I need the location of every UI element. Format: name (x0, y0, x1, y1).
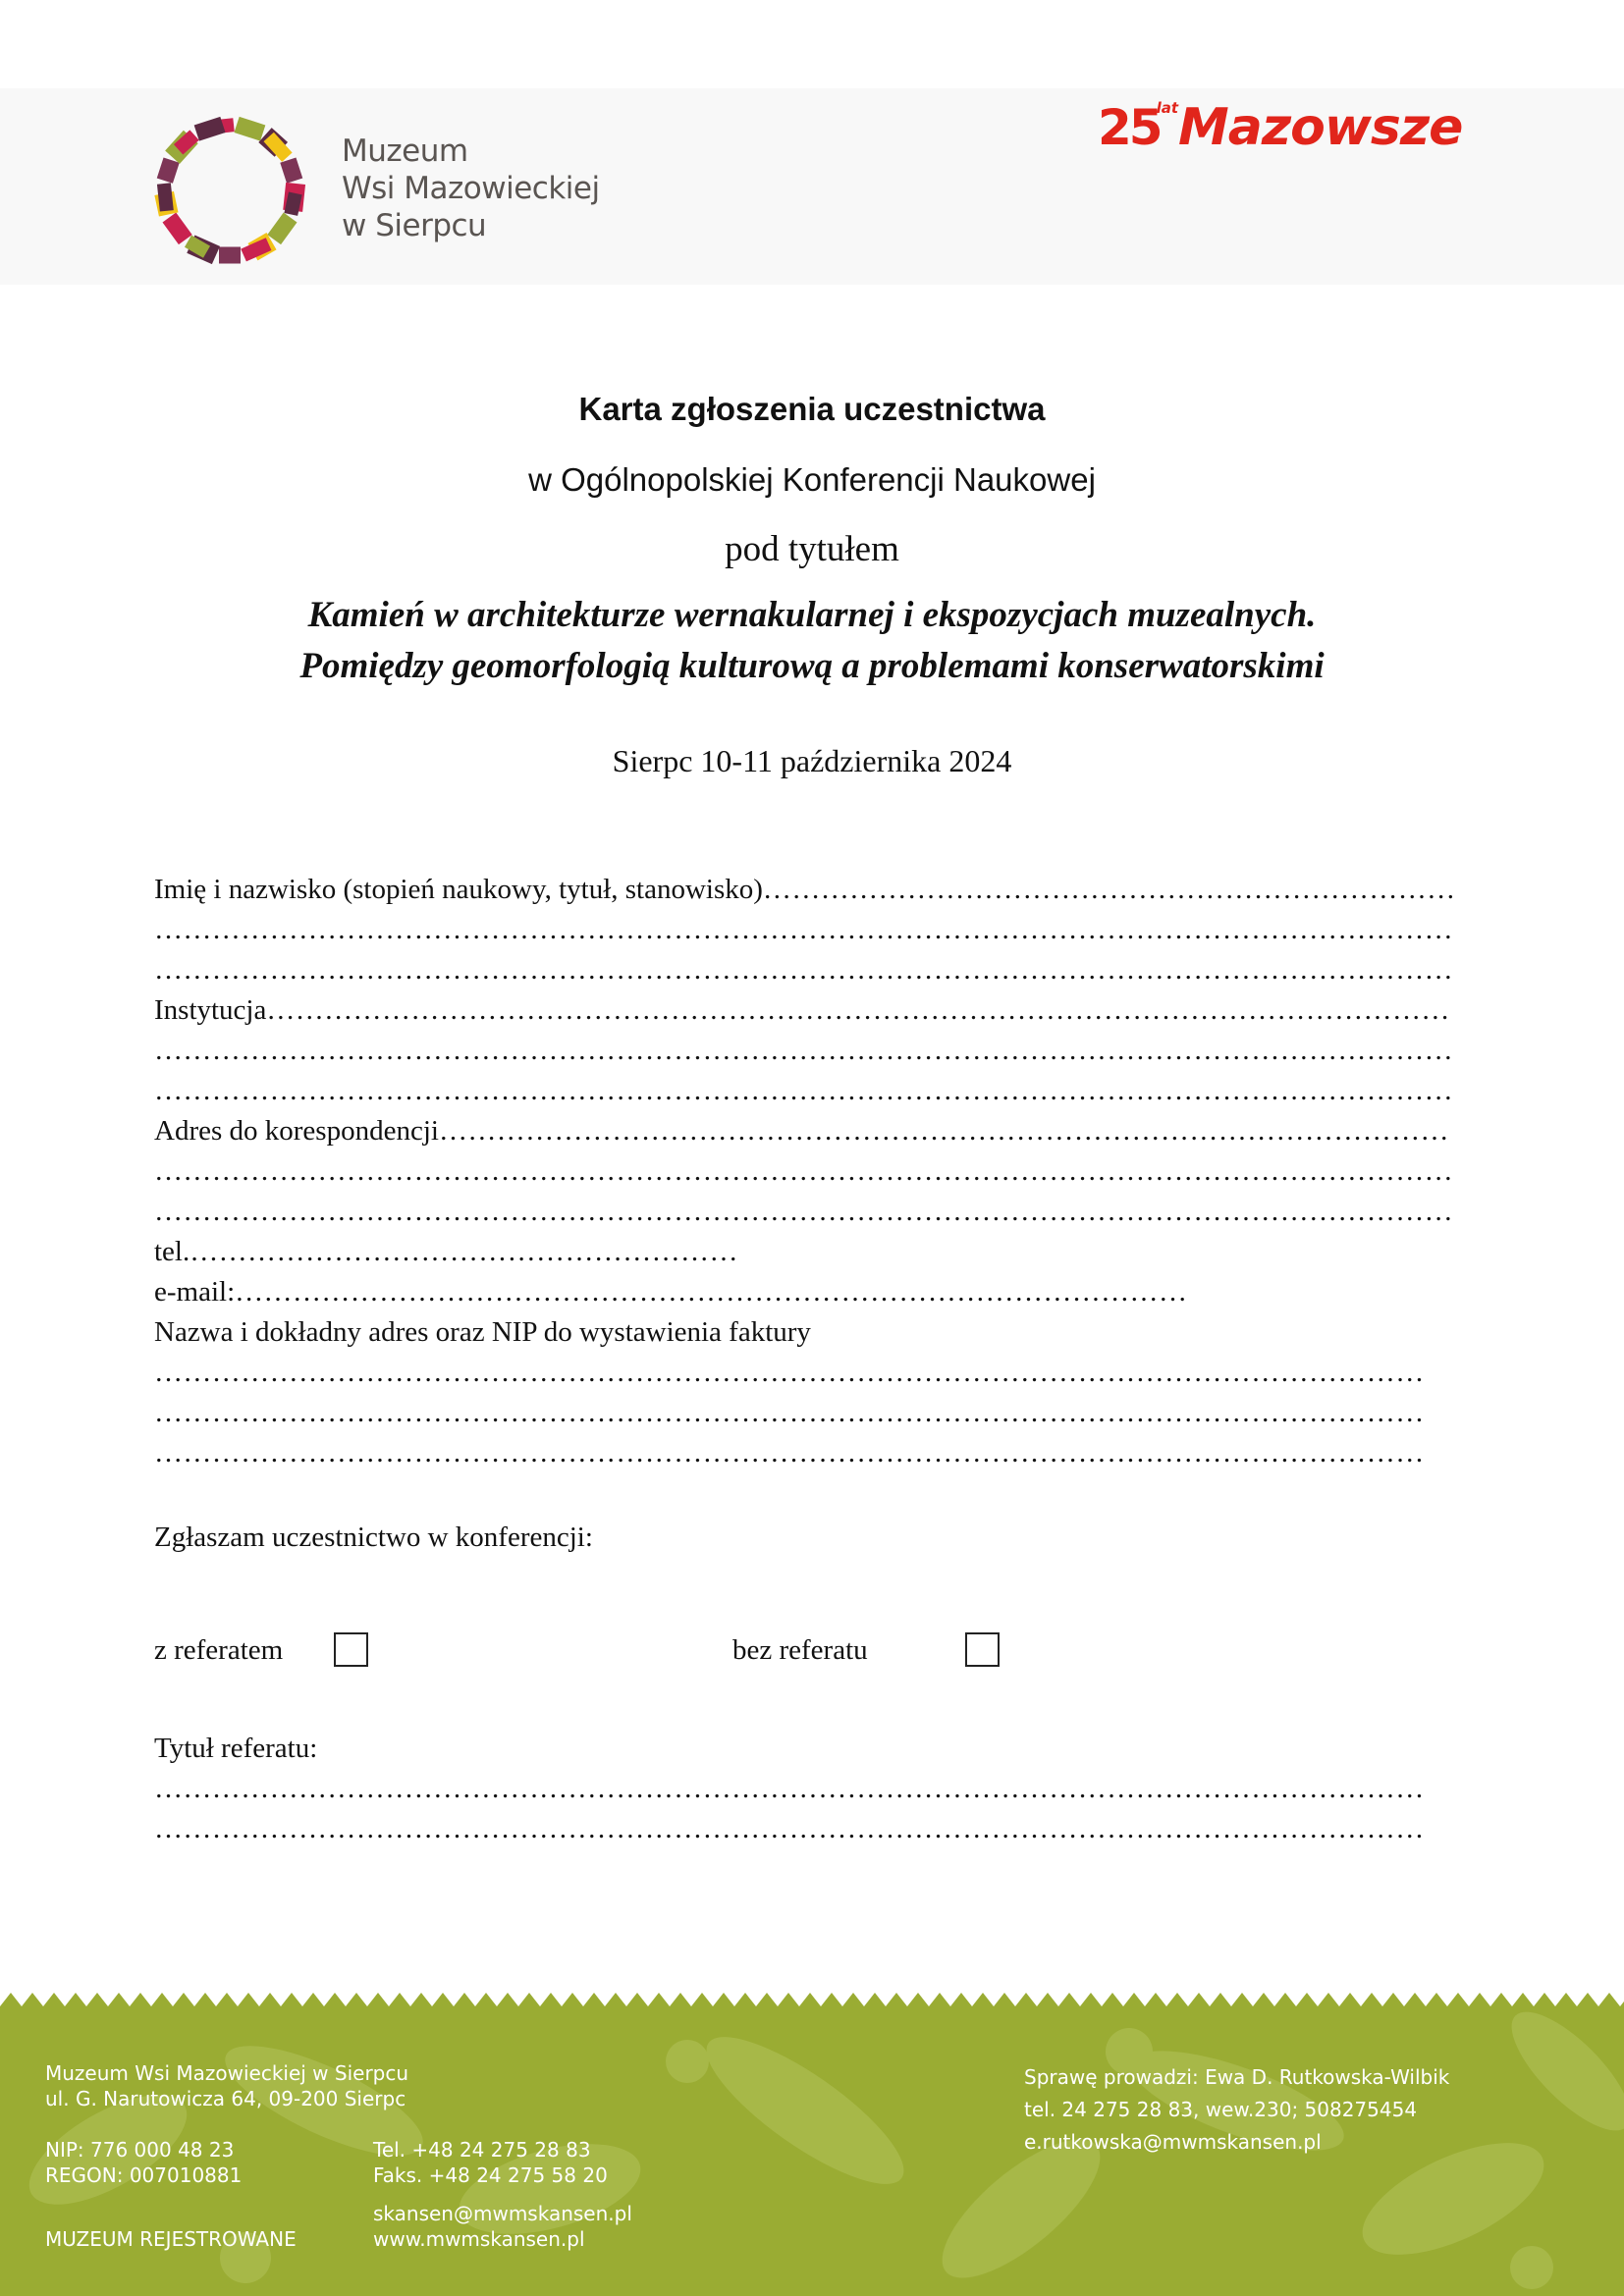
conference-title-line-2: Pomiędzy geomorfologią kulturową a problemami konserwatorskimi (299, 646, 1325, 686)
paper-title-field[interactable]: …………………………………………………………………………………………………………………… (154, 1813, 1425, 1844)
invoice-label-row (154, 1312, 1470, 1353)
footer-contact-person: Sprawę prowadzi: Ewa D. Rutkowska-Wilbik (1024, 2065, 1450, 2089)
institution-field[interactable]: Instytucja…………………………………………………………………………………………………………… (154, 994, 1450, 1026)
footer-nip: NIP: 776 000 48 23 (45, 2138, 235, 2162)
email-label: e-mail: (154, 1276, 236, 1308)
logo-segment (157, 158, 180, 184)
option-with-paper-label: z referatem (154, 1634, 284, 1666)
logo-segment (194, 117, 226, 141)
logo-segment (280, 158, 302, 184)
option-with-paper-checkbox[interactable] (334, 1632, 368, 1667)
logo-segment (267, 212, 297, 244)
mazowsze-25-logo (1098, 98, 1462, 157)
address-field-continuation[interactable]: ……………………………………………………………………………………………………………………… (154, 1196, 1453, 1227)
paper-title-field[interactable]: …………………………………………………………………………………………………………………… (154, 1773, 1425, 1804)
museum-name-line: Wsi Mazowieckiej (342, 171, 600, 206)
footer-address-2: ul. G. Narutowicza 64, 09-200 Sierpc (45, 2087, 406, 2110)
footer-website-link[interactable]: www.mwmskansen.pl (373, 2227, 585, 2251)
tel-label: tel. (154, 1236, 190, 1267)
mazowsze-number: 25 (1098, 99, 1161, 156)
institution-label: Instytucja (154, 994, 267, 1026)
form-title: Karta zgłoszenia uczestnictwa (578, 391, 1046, 427)
name-label: Imię i nazwisko (stopień naukowy, tytuł, stanowisko) (154, 874, 763, 905)
paper-title-label-row (154, 1729, 1470, 1769)
institution-field-continuation[interactable]: ……………………………………………………………………………………………………………………… (154, 1035, 1453, 1066)
museum-name-line: Muzeum (342, 133, 468, 169)
museum-name-line: w Sierpcu (342, 208, 487, 243)
name-field[interactable]: Imię i nazwisko (stopień naukowy, tytuł, stanowisko)……………………………………………………………… (154, 874, 1456, 905)
mazowsze-word: Mazowsze (1178, 98, 1463, 157)
footer-contact-email-link[interactable]: e.rutkowska@mwmskansen.pl (1024, 2130, 1322, 2154)
footer-fax: Faks. +48 24 275 58 20 (373, 2163, 608, 2187)
tel-field[interactable]: tel.………………………………………………… (154, 1236, 738, 1267)
footer-address-1: Muzeum Wsi Mazowieckiej w Sierpcu (45, 2061, 409, 2085)
footer-contact-tel: tel. 24 275 28 83, wew.230; 508275454 (1024, 2098, 1418, 2121)
footer-regon: REGON: 007010881 (45, 2163, 243, 2187)
name-field-continuation[interactable]: ……………………………………………………………………………………………………………………… (154, 954, 1453, 986)
invoice-field[interactable]: …………………………………………………………………………………………………………………… (154, 1357, 1425, 1388)
paper-title-label: Tytuł referatu: (154, 1733, 318, 1764)
museum-name (342, 133, 600, 244)
address-field-continuation[interactable]: ……………………………………………………………………………………………………………………… (154, 1155, 1453, 1187)
name-field-continuation[interactable]: ……………………………………………………………………………………………………………………… (154, 914, 1453, 945)
address-field[interactable]: Adres do korespondencji…………………………………………………………………………………………… (154, 1115, 1449, 1147)
footer-registered: MUZEUM REJESTROWANE (45, 2227, 297, 2251)
logo-segment (219, 247, 241, 264)
footer-email-link[interactable]: skansen@mwmskansen.pl (373, 2202, 632, 2225)
conference-title-line-1: Kamień w architekturze wernakularnej i ekspozycjach muzealnych. (307, 595, 1317, 635)
conference-date: Sierpc 10-11 października 2024 (612, 743, 1012, 778)
option-without-paper-label: bez referatu (732, 1634, 868, 1666)
form-subtitle: w Ogólnopolskiej Konferencji Naukowej (528, 461, 1096, 498)
logo-segment (162, 212, 191, 244)
participant-form (154, 870, 1470, 1473)
invoice-field[interactable]: …………………………………………………………………………………………………………………… (154, 1437, 1425, 1468)
mazowsze-lat: lat (1156, 99, 1179, 117)
invoice-field[interactable]: …………………………………………………………………………………………………………………… (154, 1397, 1425, 1428)
logo-segment (157, 183, 174, 211)
footer-tel: Tel. +48 24 275 28 83 (373, 2138, 591, 2162)
participation-label: Zgłaszam uczestnictwo w konferencji: (154, 1522, 593, 1553)
email-field[interactable]: e-mail:……………………………………………………………………………………… (154, 1276, 1188, 1308)
logo-segment (234, 117, 265, 141)
museum-logo-icon (135, 96, 324, 285)
institution-field-continuation[interactable]: ……………………………………………………………………………………………………………………… (154, 1075, 1453, 1106)
option-without-paper-checkbox[interactable] (965, 1632, 1000, 1667)
paper-title-section (154, 1729, 1470, 1849)
invoice-label: Nazwa i dokładny adres oraz NIP do wystawienia faktury (154, 1316, 811, 1348)
title-intro: pod tytułem (725, 529, 899, 569)
address-label: Adres do korespondencji (154, 1115, 439, 1147)
